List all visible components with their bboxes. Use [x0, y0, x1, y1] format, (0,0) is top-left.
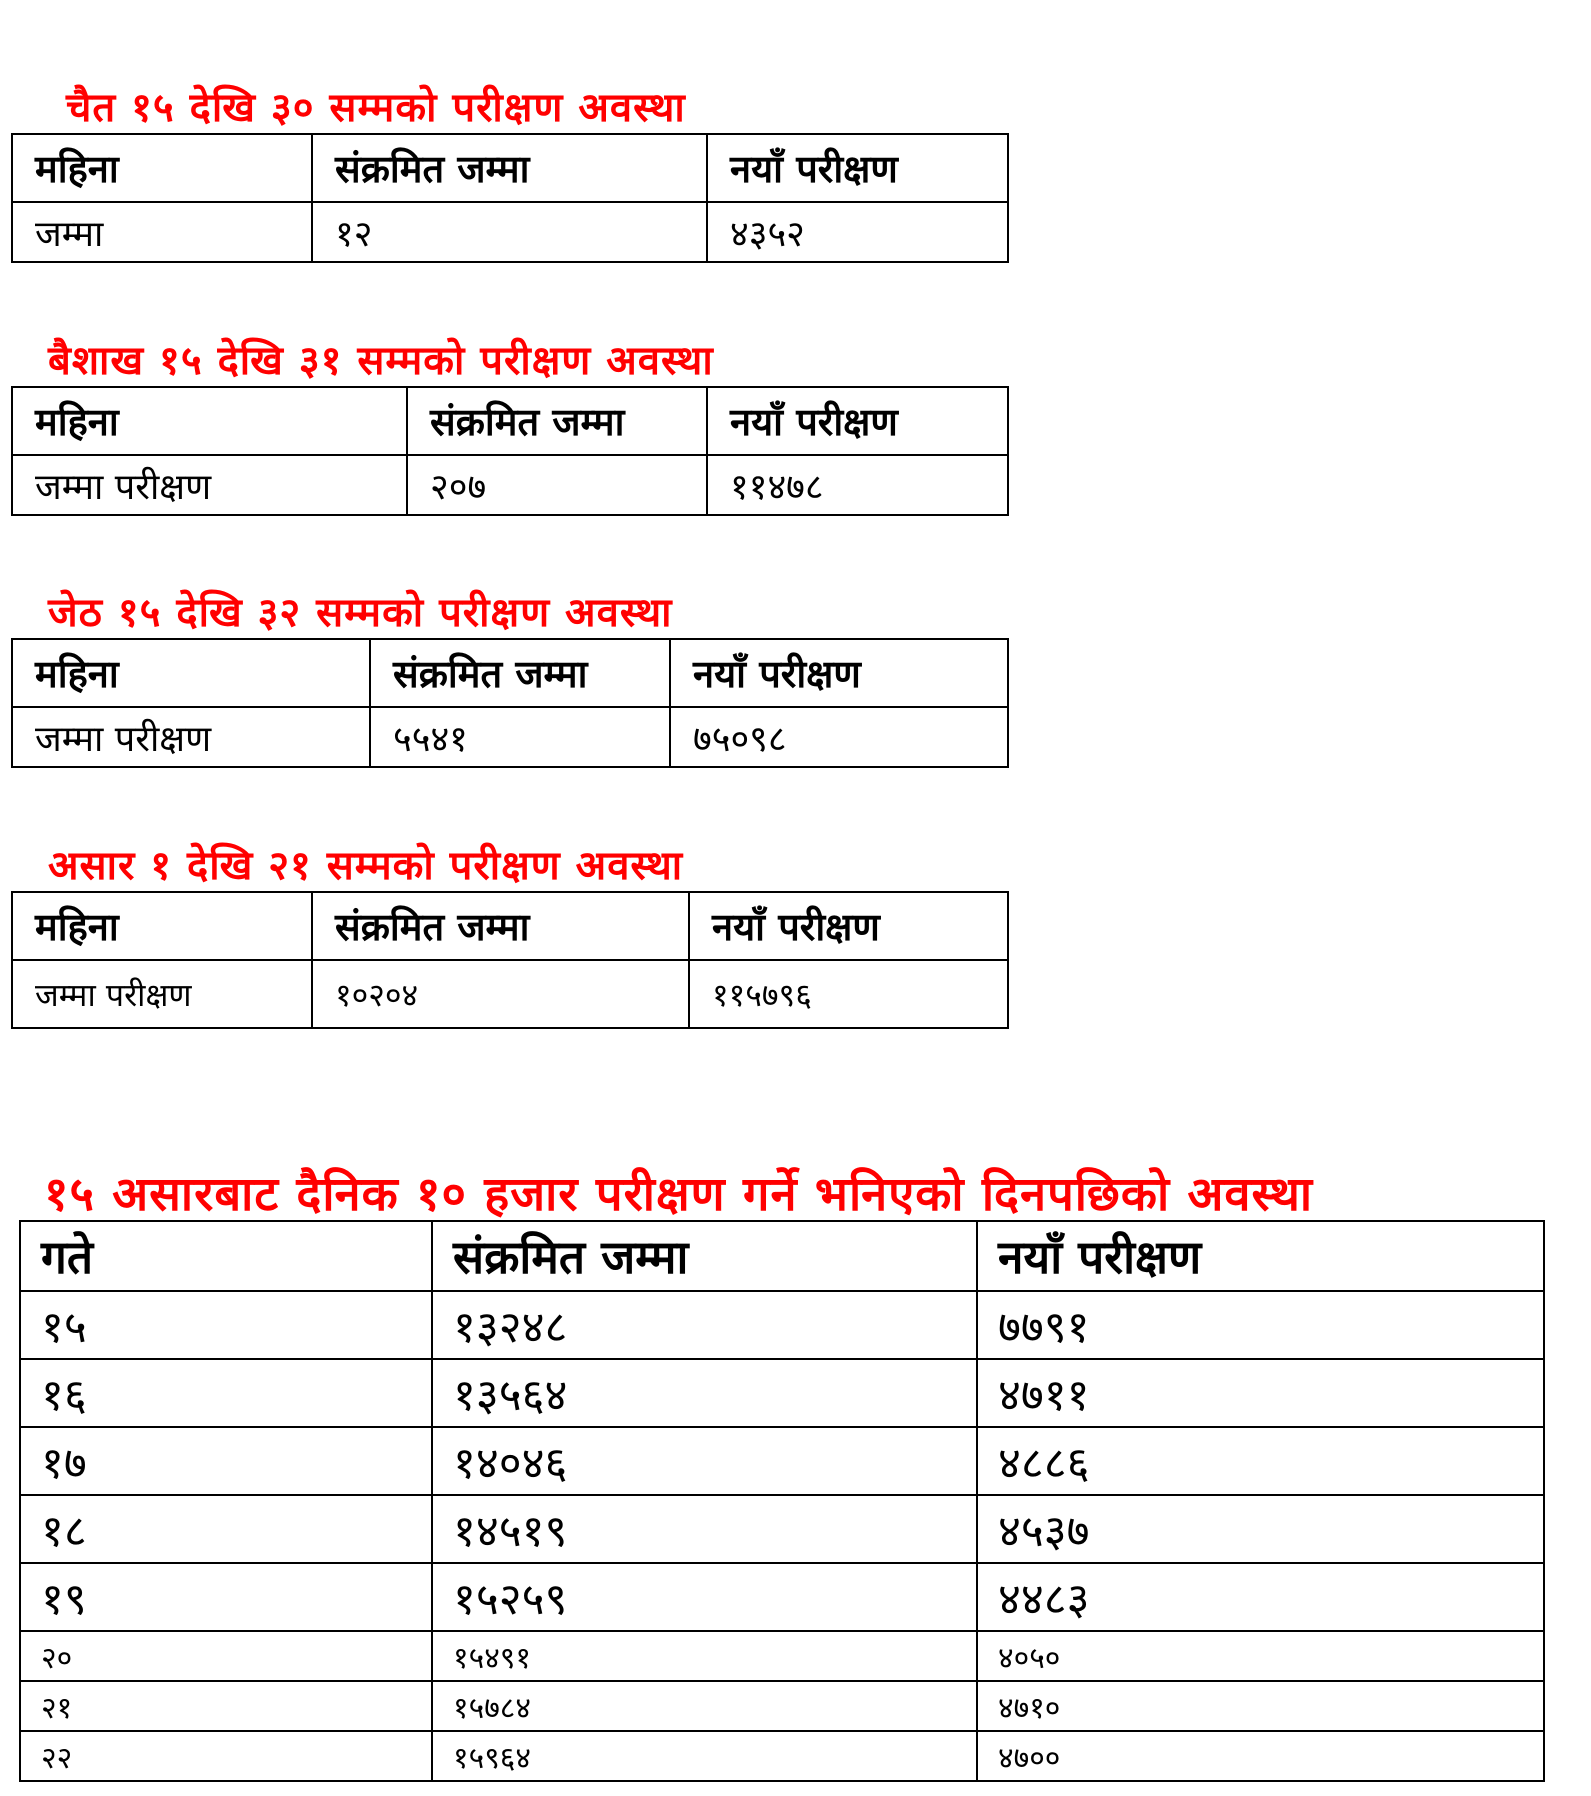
- cell-infected-total: १४५१९: [432, 1495, 977, 1563]
- header-infected-total: संक्रमित जम्मा: [312, 134, 707, 202]
- cell-infected-total: १३२४८: [432, 1291, 977, 1359]
- cell-infected-total: १५९६४: [432, 1731, 977, 1781]
- header-month: महिना: [12, 892, 312, 960]
- table-row: [20, 1563, 1544, 1631]
- cell-infected-total: १४०४६: [432, 1427, 977, 1495]
- cell-date: १७: [20, 1427, 432, 1495]
- cell-date: २१: [20, 1681, 432, 1731]
- cell-date: १५: [20, 1291, 432, 1359]
- header-infected-total: संक्रमित जम्मा: [370, 639, 670, 707]
- table-row: [20, 1291, 1544, 1359]
- header-row: [12, 639, 1008, 707]
- cell-month: जम्मा: [12, 202, 312, 262]
- header-infected-total: संक्रमित जम्मा: [312, 892, 689, 960]
- header-new-tests: नयाँ परीक्षण: [977, 1221, 1544, 1291]
- cell-date: २०: [20, 1631, 432, 1681]
- cell-new-tests: ४५३७: [977, 1495, 1544, 1563]
- cell-new-tests: ४३५२: [707, 202, 1008, 262]
- cell-new-tests: ११५७९६: [689, 960, 1008, 1028]
- header-date: गते: [20, 1221, 432, 1291]
- table-row: [20, 1359, 1544, 1427]
- header-row: [20, 1221, 1544, 1291]
- header-infected-total: संक्रमित जम्मा: [432, 1221, 977, 1291]
- header-new-tests: नयाँ परीक्षण: [707, 387, 1008, 455]
- cell-new-tests: ४०५०: [977, 1631, 1544, 1681]
- cell-infected-total: ५५४१: [370, 707, 670, 767]
- cell-infected-total: १५७८४: [432, 1681, 977, 1731]
- header-month: महिना: [12, 387, 407, 455]
- cell-infected-total: २०७: [407, 455, 707, 515]
- table-row: [20, 1427, 1544, 1495]
- cell-month: जम्मा परीक्षण: [12, 455, 407, 515]
- cell-new-tests: ७७९१: [977, 1291, 1544, 1359]
- cell-new-tests: ११४७८: [707, 455, 1008, 515]
- cell-date: १८: [20, 1495, 432, 1563]
- header-new-tests: नयाँ परीक्षण: [689, 892, 1008, 960]
- cell-new-tests: ४७१०: [977, 1681, 1544, 1731]
- cell-date: १६: [20, 1359, 432, 1427]
- header-infected-total: संक्रमित जम्मा: [407, 387, 707, 455]
- table-row: [20, 1731, 1544, 1781]
- table-jeth: [11, 638, 1009, 768]
- section-title-daily: १५ असारबाट दैनिक १० हजार परीक्षण गर्ने भनिएको दिनपछिको अवस्था: [44, 1167, 1314, 1222]
- table-asar: [11, 891, 1009, 1029]
- section-title-baishakh: बैशाख १५ देखि ३१ सम्मको परीक्षण अवस्था: [48, 338, 714, 384]
- table-row: [20, 1495, 1544, 1563]
- header-new-tests: नयाँ परीक्षण: [670, 639, 1008, 707]
- table-row: [20, 1681, 1544, 1731]
- cell-infected-total: १५४९१: [432, 1631, 977, 1681]
- cell-new-tests: ४४८३: [977, 1563, 1544, 1631]
- table-chait: [11, 133, 1009, 263]
- header-row: [12, 387, 1008, 455]
- cell-date: १९: [20, 1563, 432, 1631]
- table-row: [12, 707, 1008, 767]
- header-row: [12, 892, 1008, 960]
- cell-month: जम्मा परीक्षण: [12, 707, 370, 767]
- cell-infected-total: १५२५९: [432, 1563, 977, 1631]
- table-row: [12, 202, 1008, 262]
- cell-new-tests: ४७११: [977, 1359, 1544, 1427]
- table-row: [12, 960, 1008, 1028]
- header-new-tests: नयाँ परीक्षण: [707, 134, 1008, 202]
- section-title-chait: चैत १५ देखि ३० सम्मको परीक्षण अवस्था: [66, 85, 686, 131]
- section-title-asar: असार १ देखि २१ सम्मको परीक्षण अवस्था: [48, 843, 684, 889]
- table-daily: [19, 1220, 1545, 1782]
- section-title-jeth: जेठ १५ देखि ३२ सम्मको परीक्षण अवस्था: [48, 590, 673, 636]
- header-row: [12, 134, 1008, 202]
- cell-infected-total: १३५६४: [432, 1359, 977, 1427]
- cell-new-tests: ४८८६: [977, 1427, 1544, 1495]
- cell-month: जम्मा परीक्षण: [12, 960, 312, 1028]
- header-month: महिना: [12, 639, 370, 707]
- cell-infected-total: १०२०४: [312, 960, 689, 1028]
- cell-new-tests: ७५०९८: [670, 707, 1008, 767]
- table-row: [20, 1631, 1544, 1681]
- cell-date: २२: [20, 1731, 432, 1781]
- cell-infected-total: १२: [312, 202, 707, 262]
- cell-new-tests: ४७००: [977, 1731, 1544, 1781]
- table-row: [12, 455, 1008, 515]
- table-baishakh: [11, 386, 1009, 516]
- header-month: महिना: [12, 134, 312, 202]
